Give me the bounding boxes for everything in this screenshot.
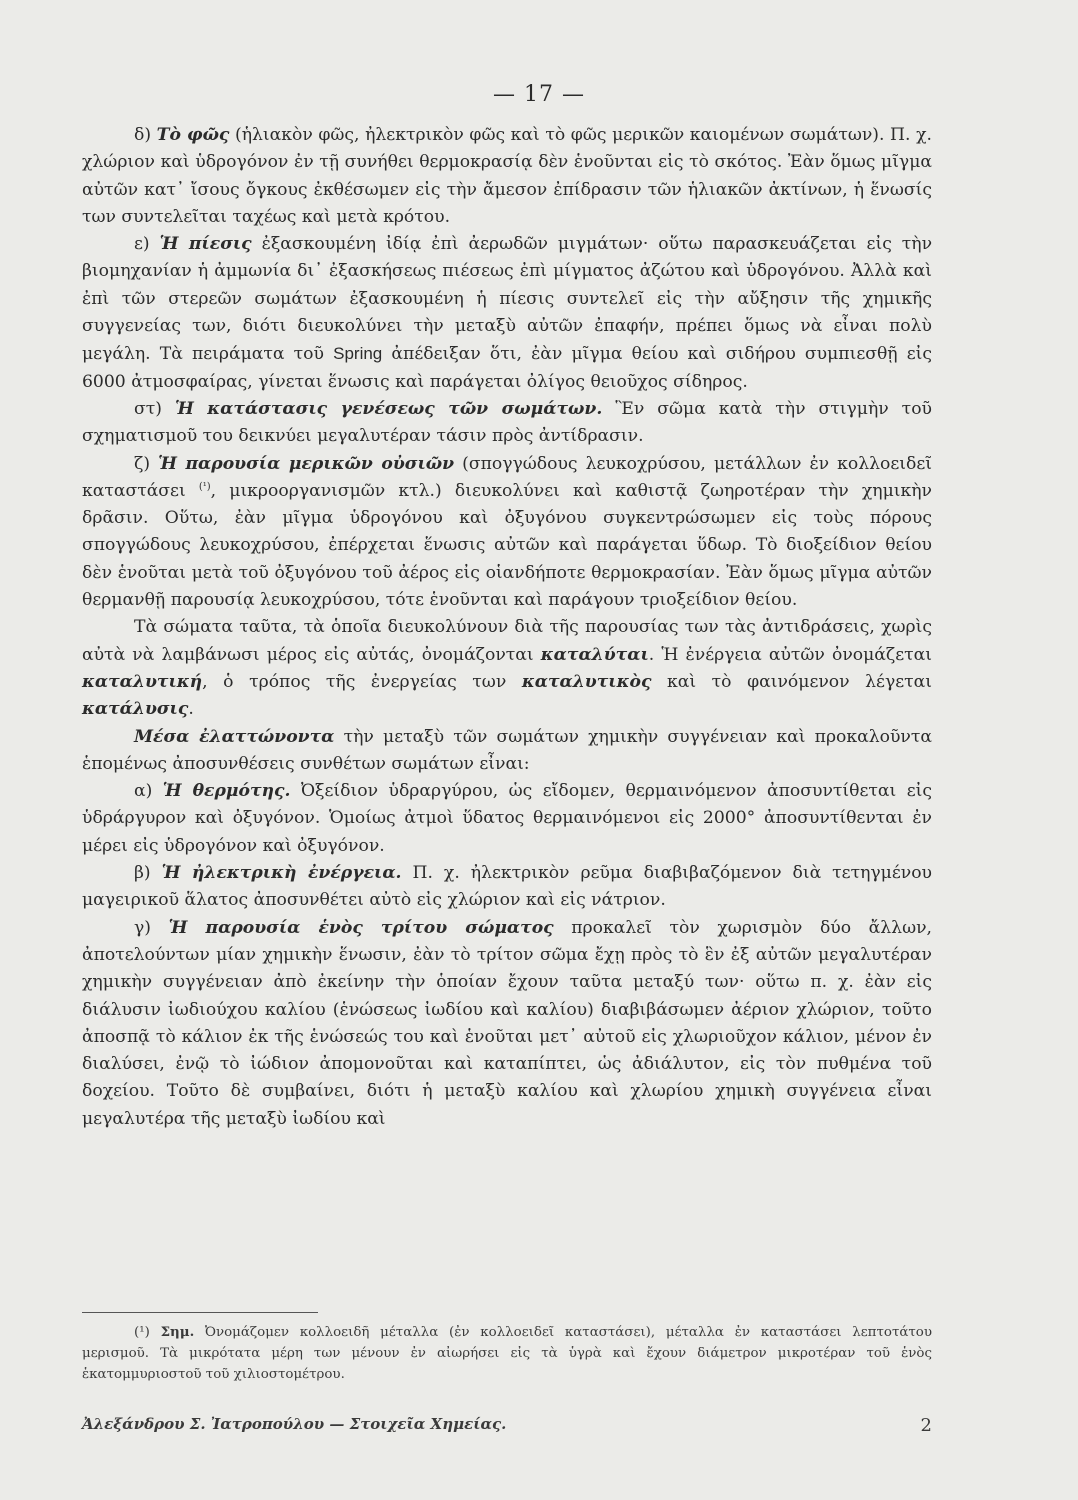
footnote: [82, 1322, 932, 1385]
item-heading: Ἡ ἠλεκτρικὴ ἐνέργεια.: [161, 863, 402, 884]
item-heading: Ἡ παρουσία μερικῶν οὐσιῶν: [158, 453, 455, 474]
item-marker: ε): [134, 234, 150, 255]
paragraph-text: προκαλεῖ τὸν χωρισμὸν δύο ἄλλων, ἀποτελούντων μίαν χημικὴν ἕνωσιν, ἐὰν τὸ τρίτον σῶμα ἔχῃ πρὸς τὸ ἓν ἐξ αὐτῶν μεγαλυτέραν χημικὴν συγγένειαν ἀπὸ ἐκείνην τὴν ὁποίαν ἔχουν ταῦτα μεταξύ των· οὕτω π. χ. ἐὰν εἰς διάλυσιν ἰωδιούχου καλίου (ἑνώσεως ἰωδίου καὶ καλίου) διαβιβάσωμεν ἀέριον χλώριον, τοῦτο ἀποσπᾷ τὸ κάλιον ἐκ τῆς ἑνώσεώς του καὶ ἑνοῦται μετ᾽ αὐτοῦ εἰς χλωριοῦχον κάλιον, μένον ἐν διαλύσει, ἐνῷ τὸ ἰώδιον ἀπομονοῦται καὶ καταπίπτει, ὡς ἀδιάλυτον, εἰς τὸν πυθμένα τοῦ δοχείου. Τοῦτο δὲ συμβαίνει, διότι ἡ μεταξὺ καλίου καὶ χλωρίου χημικὴ συγγένεια εἶναι μεγαλυτέρα τῆς μεταξὺ ἰωδίου καὶ: [82, 917, 933, 1129]
item-marker: α): [134, 781, 153, 802]
item-heading: Τὸ φῶς: [156, 125, 230, 145]
page-number: — 17 —: [493, 82, 585, 107]
term-catalytic-mode: καταλυτικὸς: [521, 671, 652, 692]
footnote-text: Ὀνομάζομεν κολλοειδῆ μέταλλα (ἐν κολλοειδεῖ καταστάσει), μέταλλα ἐν καταστάσει λεπτοτάτου μερισμοῦ. Τὰ μικρότατα μέρη των μένουν ἐν αἰωρήσει εἰς τὰ ὑγρὰ καὶ ἔχουν διάμετρον μικροτέραν τοῦ ἑνὸς ἑκατομμυριοστοῦ τοῦ χιλιοστομέτρου.: [82, 1325, 933, 1382]
term-catalytic: καταλυτική: [82, 671, 203, 692]
paragraph-text: , μικροοργανισμῶν κτλ.) διευκολύνει καὶ καθιστᾷ ζωηροτέραν τὴν χημικὴν δρᾶσιν. Οὕτω, ἐὰν μῖγμα ὑδρογόνου καὶ ὀξυγόνου συγκεντρώσωμεν εἰς τοὺς πόρους σπογγώδους λευκοχρύσου, ἐπέρχεται ἕνωσις αὐτῶν καὶ παράγεται ὕδωρ. Τὸ διοξείδιον θείου δὲν ἑνοῦται μετὰ τοῦ ὀξυγόνου τοῦ ἀέρος εἰς οἱανδήποτε θερμοκρασίαν. Ἐὰν ὅμως μῖγμα αὐτῶν θερμανθῇ παρουσίᾳ λευκοχρύσου, τότε ἑνοῦνται καὶ παράγουν τριοξείδιον θείου.: [82, 480, 932, 611]
paragraph-delta: [82, 122, 932, 231]
paragraph-text: . Ἡ ἐνέργεια αὐτῶν ὀνομάζεται: [648, 644, 932, 665]
item-heading: Ἡ πίεσις: [159, 234, 252, 255]
footnote-mark: (¹): [134, 1325, 150, 1340]
item-marker: στ): [134, 398, 162, 419]
term-catalysts: καταλύται: [540, 644, 649, 665]
paragraph-text: Ὀξείδιον ὑδραργύρου, ὡς εἴδομεν, θερμαινόμενον ἀποσυντίθεται εἰς ὑδράργυρον καὶ ὀξυγόνον. Ὁμοίως ἀτμοὶ ὕδατος θερμαινόμενοι εἰς 2000° ἀποσυντίθενται ἐν μέρει εἰς ὑδρογόνον καὶ ὀξυγόνον.: [82, 781, 932, 856]
paragraph-gamma: [82, 915, 932, 1133]
paragraph-text: (σπογγώδους λευκοχρύσου, μετάλλων ἐν κολλοειδεῖ καταστάσει: [82, 453, 933, 501]
paragraph-beta: [82, 860, 932, 915]
section-heading: Μέσα ἐλαττώνοντα: [134, 726, 335, 747]
paragraph-text: Ἓν σῶμα κατὰ τὴν στιγμὴν τοῦ σχηματισμοῦ του δεικνύει μεγαλυτέραν τάσιν πρὸς ἀντίδρασιν.: [82, 398, 932, 447]
term-catalysis: κατάλυσις: [82, 699, 189, 720]
paragraph-text: τὴν μεταξὺ τῶν σωμάτων χημικὴν συγγένειαν καὶ προκαλοῦντα ἑπομένως ἀποσυνθέσεις συνθέτων σωμάτων εἶναι:: [82, 726, 932, 774]
page-footer: [82, 1415, 932, 1436]
paragraph-epsilon: [82, 231, 932, 396]
paragraph-text: Τὰ σώματα ταῦτα, τὰ ὁποῖα διευκολύνουν διὰ τῆς παρουσίας των τὰς ἀντιδράσεις, χωρὶς αὐτὰ νὰ λαμβάνωσι μέρος εἰς αὐτάς, ὀνομάζονται: [82, 617, 932, 665]
paragraph-text: καὶ τὸ φαινόμενον λέγεται: [667, 671, 932, 692]
item-heading: Ἡ παρουσία ἑνὸς τρίτου σώματος: [168, 917, 554, 938]
item-heading: Ἡ κατάστασις γενέσεως τῶν σωμάτων.: [174, 398, 603, 419]
footnote-divider: [82, 1312, 318, 1313]
footnote-label: Σημ.: [160, 1324, 195, 1340]
footnote-reference: (¹): [198, 481, 211, 493]
book-title: Ἀλεξάνδρου Σ. Ἰατροπούλου — Στοιχεῖα Χημείας.: [82, 1415, 507, 1433]
item-heading: Ἡ θερμότης.: [162, 781, 291, 802]
item-marker: δ): [134, 125, 152, 145]
paragraph-catalysis: [82, 614, 932, 723]
paragraph-decrease: [82, 724, 932, 779]
paragraph-text: , ὁ τρόπος τῆς ἐνεργείας των: [202, 671, 507, 692]
latin-name: Spring: [333, 344, 383, 364]
paragraph-text: ἐξασκουμένη ἰδίᾳ ἐπὶ ἀερωδῶν μιγμάτων· οὕτω παρασκευάζεται εἰς τὴν βιομηχανίαν ἡ ἀμμωνία δι᾽ ἐξασκήσεως πιέσεως ἐπὶ μίγματος ἀζώτου καὶ ὑδρογόνου. Ἀλλὰ καὶ ἐπὶ τῶν στερεῶν σωμάτων ἐξασκουμένη ἡ πίεσις συντελεῖ εἰς τὴν αὔξησιν τῆς χημικῆς συγγενείας των, διότι διευκολύνει τὴν μεταξὺ αὐτῶν ἐπαφήν, πρέπει ὅμως νὰ εἶναι πολὺ μεγάλη. Τὰ πειράματα τοῦ: [82, 234, 933, 365]
paragraph-alpha: [82, 778, 932, 860]
paragraph-text: .: [188, 699, 194, 720]
paragraph-text: (ἡλιακὸν φῶς, ἠλεκτρικὸν φῶς καὶ τὸ φῶς μερικῶν καιομένων σωμάτων). Π. χ. χλώριον καὶ ὑδρογόνον ἐν τῇ συνήθει θερμοκρασίᾳ δὲν ἑνοῦνται εἰς τὸ σκότος. Ἐὰν ὅμως μῖγμα αὐτῶν κατ᾽ ἴσους ὄγκους ἐκθέσωμεν εἰς τὴν ἄμεσον ἐπίδρασιν τῶν ἡλιακῶν ἀκτίνων, ἡ ἕνωσίς των συντελεῖται ταχέως καὶ μετὰ κρότου.: [82, 125, 932, 227]
paragraph-text: Π. χ. ἠλεκτρικὸν ρεῦμα διαβιβαζόμενον διὰ τετηγμένου μαγειρικοῦ ἅλατος ἀποσυνθέτει αὐτὸ εἰς χλώριον καὶ εἰς νάτριον.: [82, 863, 932, 911]
item-marker: γ): [134, 917, 151, 938]
paragraph-zeta: [82, 451, 932, 615]
signature-mark: 2: [920, 1415, 932, 1436]
item-marker: ζ): [134, 453, 151, 474]
paragraph-text: ἀπέδειξαν ὅτι, ἐὰν μῖγμα θείου καὶ σιδήρου συμπιεσθῇ εἰς 6000 ἀτμοσφαίρας, γίνεται ἕνωσις καὶ παράγεται ὀλίγος θειοῦχος σίδηρος.: [82, 344, 933, 392]
body-text: [82, 122, 932, 1133]
paragraph-stigma: [82, 396, 932, 451]
item-marker: β): [134, 863, 151, 884]
